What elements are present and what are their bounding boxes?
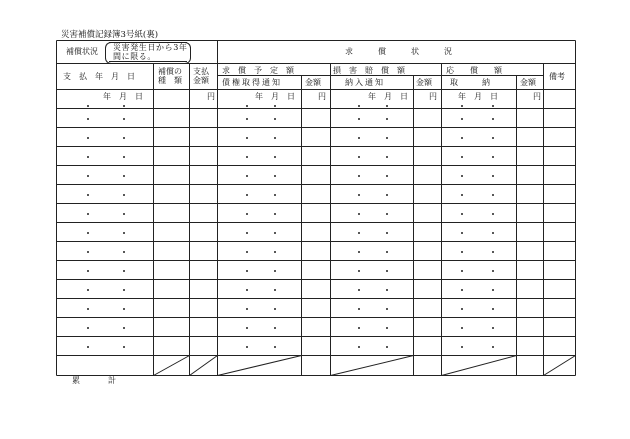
date-dot: [386, 289, 388, 291]
date-dot: [492, 308, 494, 310]
total-diagonal: [190, 356, 218, 376]
date-dot: [492, 194, 494, 196]
date-dot: [123, 289, 125, 291]
date-dot: [492, 327, 494, 329]
date-dot: [492, 232, 494, 234]
date-dot: [461, 105, 463, 107]
date-dot: [358, 251, 360, 253]
date-dot: [246, 308, 248, 310]
date-dot: [386, 194, 388, 196]
date-dot: [492, 346, 494, 348]
date-dot: [461, 213, 463, 215]
date-dot: [123, 232, 125, 234]
total-label: 累 計: [72, 376, 117, 385]
date-dot: [358, 232, 360, 234]
date-dot: [246, 270, 248, 272]
date-dot: [123, 137, 125, 139]
date-dot: [274, 289, 276, 291]
date-dot: [461, 175, 463, 177]
date-dot: [274, 232, 276, 234]
received-amount-subheader: 金額: [520, 78, 536, 87]
date-dot: [461, 327, 463, 329]
date-dot: [274, 156, 276, 158]
date-dot: [492, 118, 494, 120]
compensation-status-label: 補償状況: [66, 47, 98, 56]
date-dot: [461, 137, 463, 139]
date-dot: [492, 105, 494, 107]
date-dot: [492, 270, 494, 272]
date-dot: [386, 105, 388, 107]
date-dot: [246, 118, 248, 120]
date-dot: [358, 137, 360, 139]
date-dot: [274, 213, 276, 215]
date-dot: [274, 327, 276, 329]
date-dot: [358, 213, 360, 215]
date-dot: [461, 346, 463, 348]
date-dot: [461, 251, 463, 253]
date-dot: [123, 175, 125, 177]
date-dot: [87, 270, 89, 272]
date-dot: [386, 213, 388, 215]
date-dot: [358, 308, 360, 310]
date-dot: [274, 137, 276, 139]
date-dot: [87, 137, 89, 139]
date-dot: [87, 156, 89, 158]
date-dot: [386, 308, 388, 310]
date-dot: [87, 308, 89, 310]
date-dot: [87, 194, 89, 196]
date-dot: [358, 156, 360, 158]
remarks-header: 備考: [549, 72, 565, 81]
total-diagonal: [331, 356, 414, 376]
unit-ymd-3: 年 月 日: [368, 92, 408, 101]
date-dot: [274, 270, 276, 272]
date-dot: [492, 289, 494, 291]
date-dot: [386, 270, 388, 272]
right-acquisition-notice-header: 債権取得通知: [222, 78, 282, 87]
date-dot: [246, 251, 248, 253]
claim-received-header: 応 償 額: [446, 66, 502, 75]
date-dot: [274, 105, 276, 107]
form-title: 災害補償記録簿3号紙(裏): [61, 30, 159, 40]
date-dot: [386, 175, 388, 177]
date-dot: [274, 251, 276, 253]
date-dot: [461, 232, 463, 234]
date-dot: [87, 232, 89, 234]
date-dot: [246, 175, 248, 177]
date-dot: [461, 308, 463, 310]
date-dot: [87, 105, 89, 107]
payment-notice-header: 納入通知: [345, 78, 385, 87]
date-dot: [274, 308, 276, 310]
date-dot: [358, 118, 360, 120]
date-dot: [461, 289, 463, 291]
date-dot: [386, 137, 388, 139]
date-dot: [87, 118, 89, 120]
unit-ymd-4: 年 月 日: [458, 92, 498, 101]
date-dot: [386, 156, 388, 158]
compensation-period-note: 災害発生日から3年間に限る。: [105, 42, 191, 62]
date-dot: [358, 289, 360, 291]
total-diagonal: [218, 356, 302, 376]
damages-claim-header: 損 害 賠 償 額: [333, 66, 405, 75]
compensation-type-header: 補償の種 類: [158, 67, 182, 85]
date-dot: [492, 137, 494, 139]
payment-date-header: 支 払 年 月 日: [63, 72, 135, 81]
date-dot: [123, 308, 125, 310]
date-dot: [461, 194, 463, 196]
date-dot: [123, 194, 125, 196]
date-dot: [123, 327, 125, 329]
date-dot: [123, 251, 125, 253]
date-dot: [87, 346, 89, 348]
total-diagonal: [442, 356, 517, 376]
date-dot: [358, 194, 360, 196]
date-dot: [123, 105, 125, 107]
date-dot: [87, 289, 89, 291]
date-dot: [123, 156, 125, 158]
date-dot: [358, 346, 360, 348]
date-dot: [246, 327, 248, 329]
receipt-header: 取 納: [450, 78, 490, 87]
date-dot: [246, 194, 248, 196]
damages-amount-subheader: 金額: [416, 78, 432, 87]
date-dot: [246, 137, 248, 139]
date-dot: [492, 175, 494, 177]
date-dot: [274, 194, 276, 196]
date-dot: [123, 270, 125, 272]
claim-amount-subheader: 金額: [305, 78, 321, 87]
date-dot: [386, 327, 388, 329]
date-dot: [87, 175, 89, 177]
date-dot: [386, 251, 388, 253]
date-dot: [358, 270, 360, 272]
date-dot: [358, 327, 360, 329]
date-dot: [492, 213, 494, 215]
date-dot: [87, 327, 89, 329]
date-dot: [386, 118, 388, 120]
date-dot: [386, 346, 388, 348]
date-dot: [123, 213, 125, 215]
claim-status-label: 求 償 状 況: [345, 47, 455, 56]
date-dot: [492, 156, 494, 158]
date-dot: [274, 346, 276, 348]
date-dot: [492, 251, 494, 253]
date-dot: [461, 270, 463, 272]
total-diagonal: [154, 356, 190, 376]
unit-yen-4: 円: [533, 92, 541, 101]
date-dot: [246, 105, 248, 107]
date-dot: [246, 156, 248, 158]
date-dot: [87, 251, 89, 253]
payment-amount-header: 支払金額: [193, 67, 209, 85]
date-dot: [274, 175, 276, 177]
date-dot: [461, 156, 463, 158]
date-dot: [123, 346, 125, 348]
date-dot: [358, 105, 360, 107]
date-dot: [123, 118, 125, 120]
total-diagonal: [544, 356, 576, 376]
date-dot: [87, 213, 89, 215]
date-dot: [246, 346, 248, 348]
unit-ymd-2: 年 月 日: [255, 92, 295, 101]
unit-yen-2: 円: [318, 92, 326, 101]
unit-ymd-1: 年 月 日: [103, 92, 143, 101]
unit-yen-1: 円: [207, 92, 215, 101]
date-dot: [461, 118, 463, 120]
date-dot: [246, 232, 248, 234]
date-dot: [246, 289, 248, 291]
date-dot: [274, 118, 276, 120]
claim-scheduled-header: 求 償 予 定 額: [222, 66, 294, 75]
date-dot: [386, 232, 388, 234]
date-dot: [246, 213, 248, 215]
date-dot: [358, 175, 360, 177]
unit-yen-3: 円: [429, 92, 437, 101]
